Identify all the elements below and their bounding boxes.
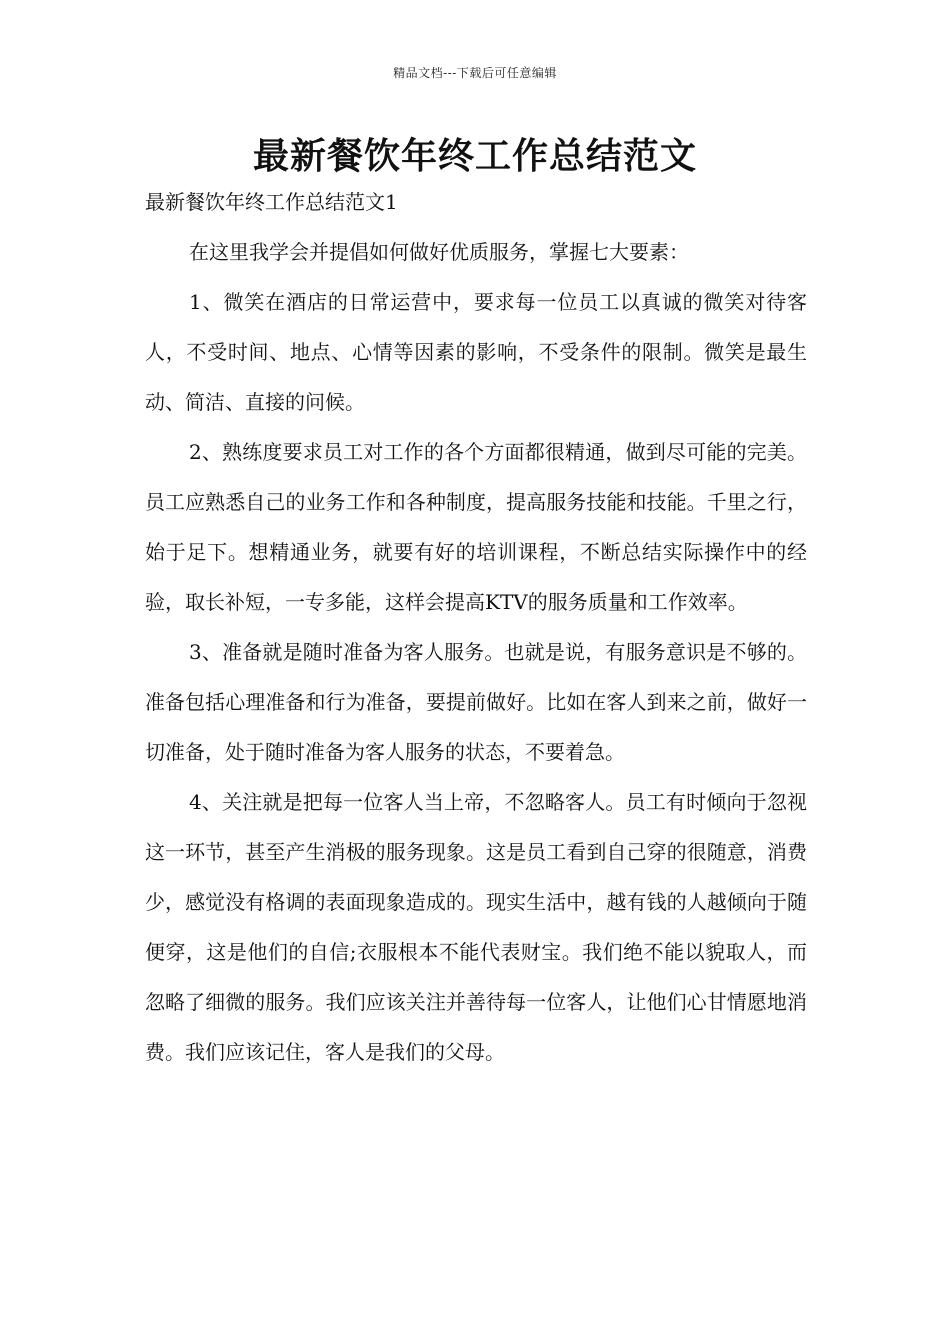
paragraph-attention: 4、关注就是把每一位客人当上帝，不忽略客人。员工有时倾向于忽视这一环节，甚至产生消极的服务现象。这是员工看到自己穿的很随意，消费少，感觉没有格调的表面现象造成的。现实生活中，越有钱的人越倾向于随便穿，这是他们的自信;衣服根本不能代表财宝。我们绝不能以貌取人，而忽略了细微的服务。我们应该关注并善待每一位客人，让他们心甘情愿地消费。我们应该记住，客人是我们的父母。 — [145, 790, 807, 1064]
body-text — [145, 227, 807, 1077]
section-subtitle: 最新餐饮年终工作总结范文1 — [145, 190, 398, 214]
paragraph-intro: 在这里我学会并提倡如何做好优质服务，掌握七大要素： — [189, 240, 689, 264]
paragraph-proficiency: 2、熟练度要求员工对工作的各个方面都很精通，做到尽可能的完美。员工应熟悉自己的业务工作和各种制度，提高服务技能和技能。千里之行，始于足下。想精通业务，就要有好的培训课程，不断总结实际操作中的经验，取长补短，一专多能，这样会提高KTV的服务质量和工作效率。 — [145, 440, 807, 614]
paragraph-preparation: 3、准备就是随时准备为客人服务。也就是说，有服务意识是不够的。准备包括心理准备和行为准备，要提前做好。比如在客人到来之前，做好一切准备，处于随时准备为客人服务的状态，不要着急。 — [145, 640, 807, 764]
header-note: 精品文档---下载后可任意编辑 — [393, 66, 557, 80]
document-title: 最新餐饮年终工作总结范文 — [252, 136, 697, 177]
paragraph-smile: 1、微笑在酒店的日常运营中，要求每一位员工以真诚的微笑对待客人，不受时间、地点、心情等因素的影响，不受条件的限制。微笑是最生动、简洁、直接的问候。 — [145, 290, 807, 414]
